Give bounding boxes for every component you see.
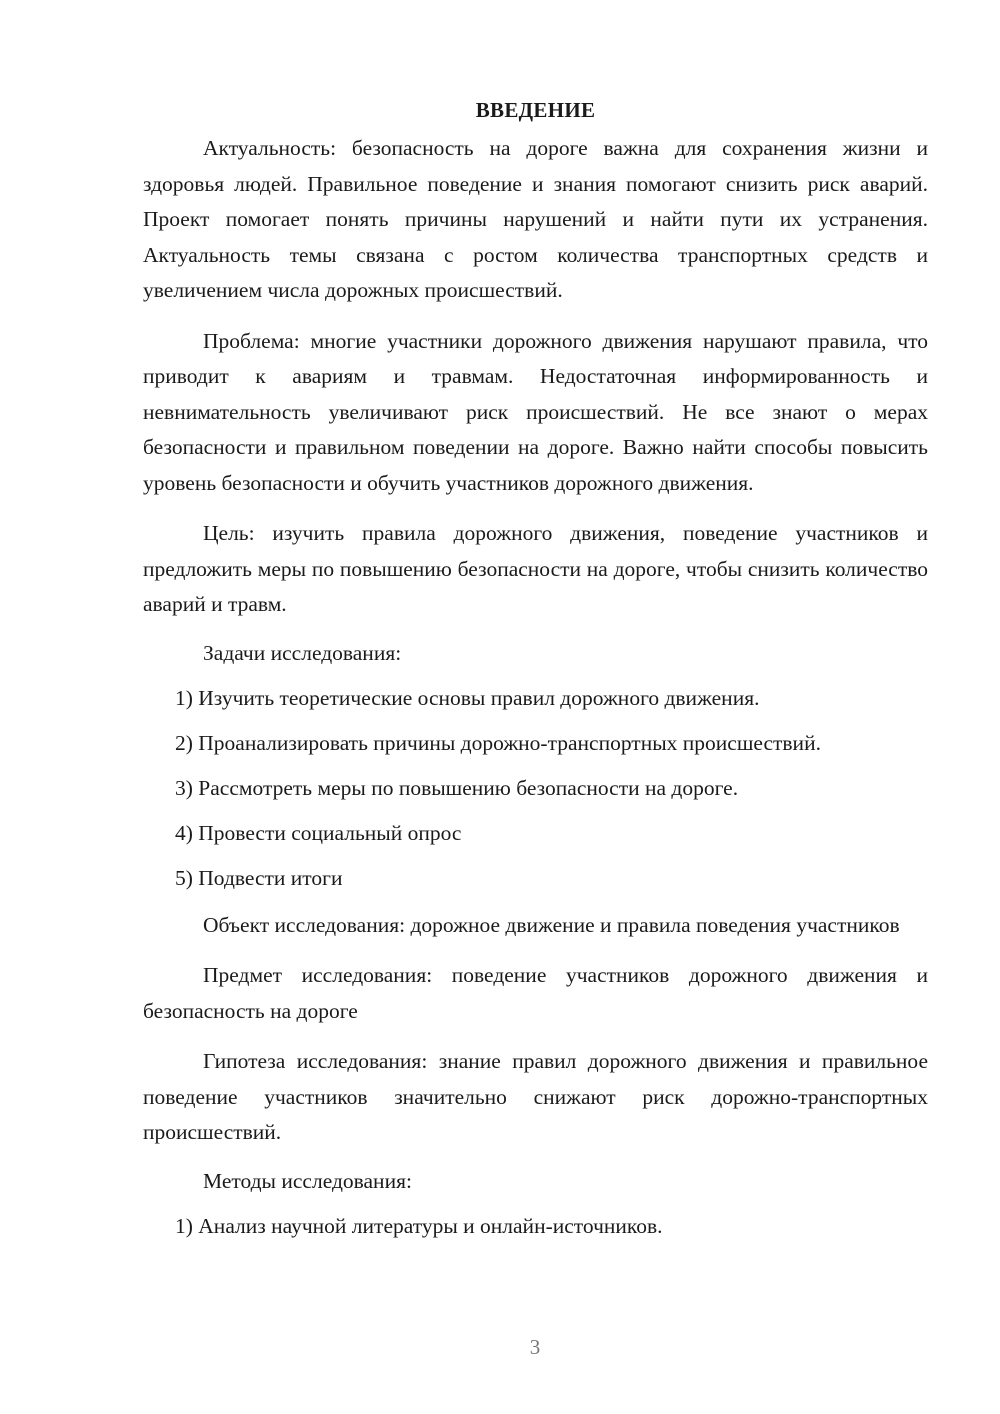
document-page bbox=[143, 96, 928, 1256]
tasks-heading: Задачи исследования: bbox=[203, 640, 402, 665]
goal-paragraph: Цель: изучить правила дорожного движения, поведение участников и предложить меры по повышению безопасности на дороге, чтобы снизить количество аварий и травм. bbox=[143, 521, 928, 616]
relevance-paragraph: Актуальность: безопасность на дороге важна для сохранения жизни и здоровья людей. Правильное поведение и знания помогают снизить риск аварий. Проект помогает понять причины нарушений и найти пути их устранения. Актуальность темы связана с ростом количества транспортных средств и увеличением числа дорожных происшествий. bbox=[143, 136, 928, 302]
subject-paragraph: Предмет исследования: поведение участников дорожного движения и безопасность на дороге bbox=[143, 963, 928, 1023]
section-title: ВВЕДЕНИЕ bbox=[475, 98, 596, 122]
hypothesis-paragraph: Гипотеза исследования: знание правил дорожного движения и правильное поведение участников значительно снижают риск дорожно-транспортных происшествий. bbox=[143, 1049, 928, 1144]
problem-paragraph: Проблема: многие участники дорожного движения нарушают правила, что приводит к авариям и травмам. Недостаточная информированность и невнимательность увеличивают риск происшествий. Не все знают о мерах безопасности и правильном поведении на дороге. Важно найти способы повысить уровень безопасности и обучить участников дорожного движения. bbox=[143, 328, 928, 495]
task-item: 3) Рассмотреть меры по повышению безопасности на дороге. bbox=[175, 775, 739, 800]
task-item: 1) Изучить теоретические основы правил дорожного движения. bbox=[175, 685, 760, 710]
methods-heading: Методы исследования: bbox=[203, 1168, 412, 1193]
method-item: 1) Анализ научной литературы и онлайн-источников. bbox=[175, 1213, 663, 1238]
task-item: 4) Провести социальный опрос bbox=[175, 820, 462, 845]
object-paragraph: Объект исследования: дорожное движение и правила поведения участников bbox=[203, 912, 900, 937]
task-item: 2) Проанализировать причины дорожно-транспортных происшествий. bbox=[175, 730, 821, 755]
task-item: 5) Подвести итоги bbox=[175, 865, 343, 890]
page-number: 3 bbox=[529, 1335, 541, 1359]
